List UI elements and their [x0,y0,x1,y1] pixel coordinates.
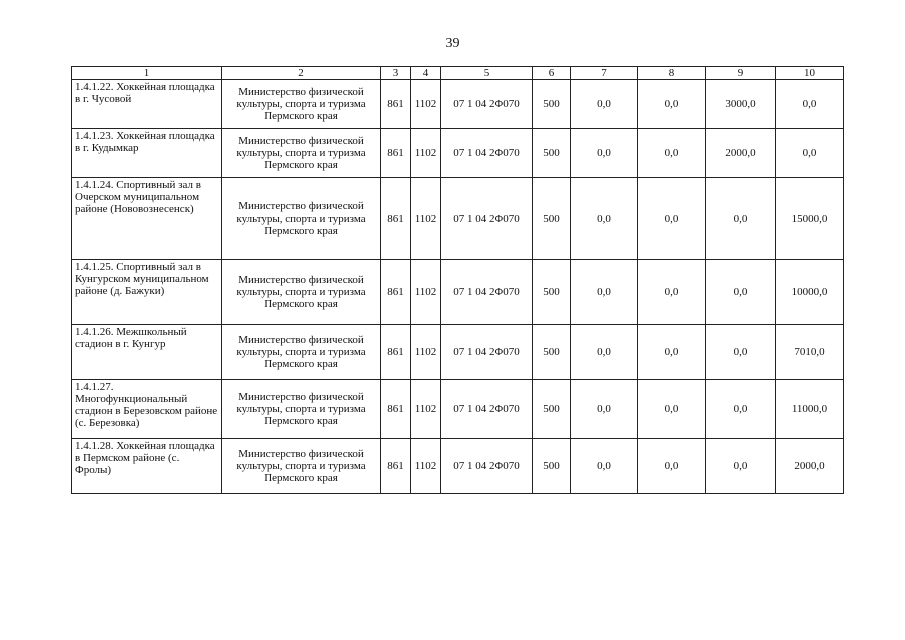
ministry-cell: Министерство физической культуры, спорта и туризма Пермского края [222,325,381,380]
amount-col9-cell: 0,0 [706,439,776,494]
object-name-cell: 1.4.1.27. Многофункциональный стадион в Березовском районе (с. Березовка) [72,380,222,439]
amount-col10-cell: 10000,0 [776,260,844,325]
section-code-cell: 1102 [411,260,441,325]
section-code-cell: 1102 [411,325,441,380]
amount-col9-cell: 2000,0 [706,129,776,178]
target-article-cell: 07 1 04 2Ф070 [441,325,533,380]
amount-col8-cell: 0,0 [638,380,706,439]
target-article-cell: 07 1 04 2Ф070 [441,129,533,178]
amount-col7-cell: 0,0 [571,178,638,260]
object-name-cell: 1.4.1.28. Хоккейная площадка в Пермском районе (с. Фролы) [72,439,222,494]
ministry-cell: Министерство физической культуры, спорта и туризма Пермского края [222,439,381,494]
table-row [72,325,844,380]
section-code-cell: 1102 [411,439,441,494]
section-code-cell: 1102 [411,380,441,439]
amount-col9-cell: 0,0 [706,178,776,260]
target-article-cell: 07 1 04 2Ф070 [441,380,533,439]
budget-table [71,66,844,494]
section-code-cell: 1102 [411,129,441,178]
ministry-cell: Министерство физической культуры, спорта и туризма Пермского края [222,260,381,325]
expense-type-cell: 500 [533,178,571,260]
column-header: 7 [571,67,638,80]
column-header: 8 [638,67,706,80]
amount-col9-cell: 0,0 [706,260,776,325]
object-name-cell: 1.4.1.25. Спортивный зал в Кунгурском муниципальном районе (д. Бажуки) [72,260,222,325]
target-article-cell: 07 1 04 2Ф070 [441,80,533,129]
table-row [72,260,844,325]
header-row [72,67,844,80]
column-header: 9 [706,67,776,80]
object-name-cell: 1.4.1.26. Межшкольный стадион в г. Кунгур [72,325,222,380]
column-header: 6 [533,67,571,80]
expense-type-cell: 500 [533,260,571,325]
amount-col7-cell: 0,0 [571,380,638,439]
table-row [72,439,844,494]
column-header: 1 [72,67,222,80]
expense-type-cell: 500 [533,439,571,494]
object-name-cell: 1.4.1.23. Хоккейная площадка в г. Кудымкар [72,129,222,178]
amount-col8-cell: 0,0 [638,325,706,380]
target-article-cell: 07 1 04 2Ф070 [441,439,533,494]
table-row [72,80,844,129]
amount-col8-cell: 0,0 [638,439,706,494]
amount-col10-cell: 0,0 [776,129,844,178]
amount-col7-cell: 0,0 [571,260,638,325]
amount-col7-cell: 0,0 [571,325,638,380]
amount-col9-cell: 0,0 [706,380,776,439]
target-article-cell: 07 1 04 2Ф070 [441,178,533,260]
admin-code-cell: 861 [381,129,411,178]
amount-col9-cell: 3000,0 [706,80,776,129]
amount-col7-cell: 0,0 [571,439,638,494]
table-row [72,178,844,260]
expense-type-cell: 500 [533,325,571,380]
section-code-cell: 1102 [411,178,441,260]
amount-col10-cell: 7010,0 [776,325,844,380]
admin-code-cell: 861 [381,80,411,129]
amount-col10-cell: 11000,0 [776,380,844,439]
column-header: 2 [222,67,381,80]
amount-col8-cell: 0,0 [638,178,706,260]
page-number: 39 [445,36,460,51]
amount-col8-cell: 0,0 [638,80,706,129]
amount-col10-cell: 15000,0 [776,178,844,260]
admin-code-cell: 861 [381,439,411,494]
expense-type-cell: 500 [533,129,571,178]
amount-col10-cell: 2000,0 [776,439,844,494]
amount-col8-cell: 0,0 [638,129,706,178]
section-code-cell: 1102 [411,80,441,129]
amount-col10-cell: 0,0 [776,80,844,129]
amount-col7-cell: 0,0 [571,80,638,129]
admin-code-cell: 861 [381,260,411,325]
amount-col8-cell: 0,0 [638,260,706,325]
ministry-cell: Министерство физической культуры, спорта и туризма Пермского края [222,129,381,178]
object-name-cell: 1.4.1.24. Спортивный зал в Очерском муниципальном районе (Нововознесенск) [72,178,222,260]
column-header: 3 [381,67,411,80]
expense-type-cell: 500 [533,80,571,129]
ministry-cell: Министерство физической культуры, спорта и туризма Пермского края [222,80,381,129]
admin-code-cell: 861 [381,325,411,380]
ministry-cell: Министерство физической культуры, спорта и туризма Пермского края [222,178,381,260]
table-row [72,380,844,439]
amount-col9-cell: 0,0 [706,325,776,380]
amount-col7-cell: 0,0 [571,129,638,178]
ministry-cell: Министерство физической культуры, спорта и туризма Пермского края [222,380,381,439]
table-row [72,129,844,178]
expense-type-cell: 500 [533,380,571,439]
column-header: 4 [411,67,441,80]
object-name-cell: 1.4.1.22. Хоккейная площадка в г. Чусовой [72,80,222,129]
target-article-cell: 07 1 04 2Ф070 [441,260,533,325]
column-header: 10 [776,67,844,80]
admin-code-cell: 861 [381,178,411,260]
admin-code-cell: 861 [381,380,411,439]
column-header: 5 [441,67,533,80]
